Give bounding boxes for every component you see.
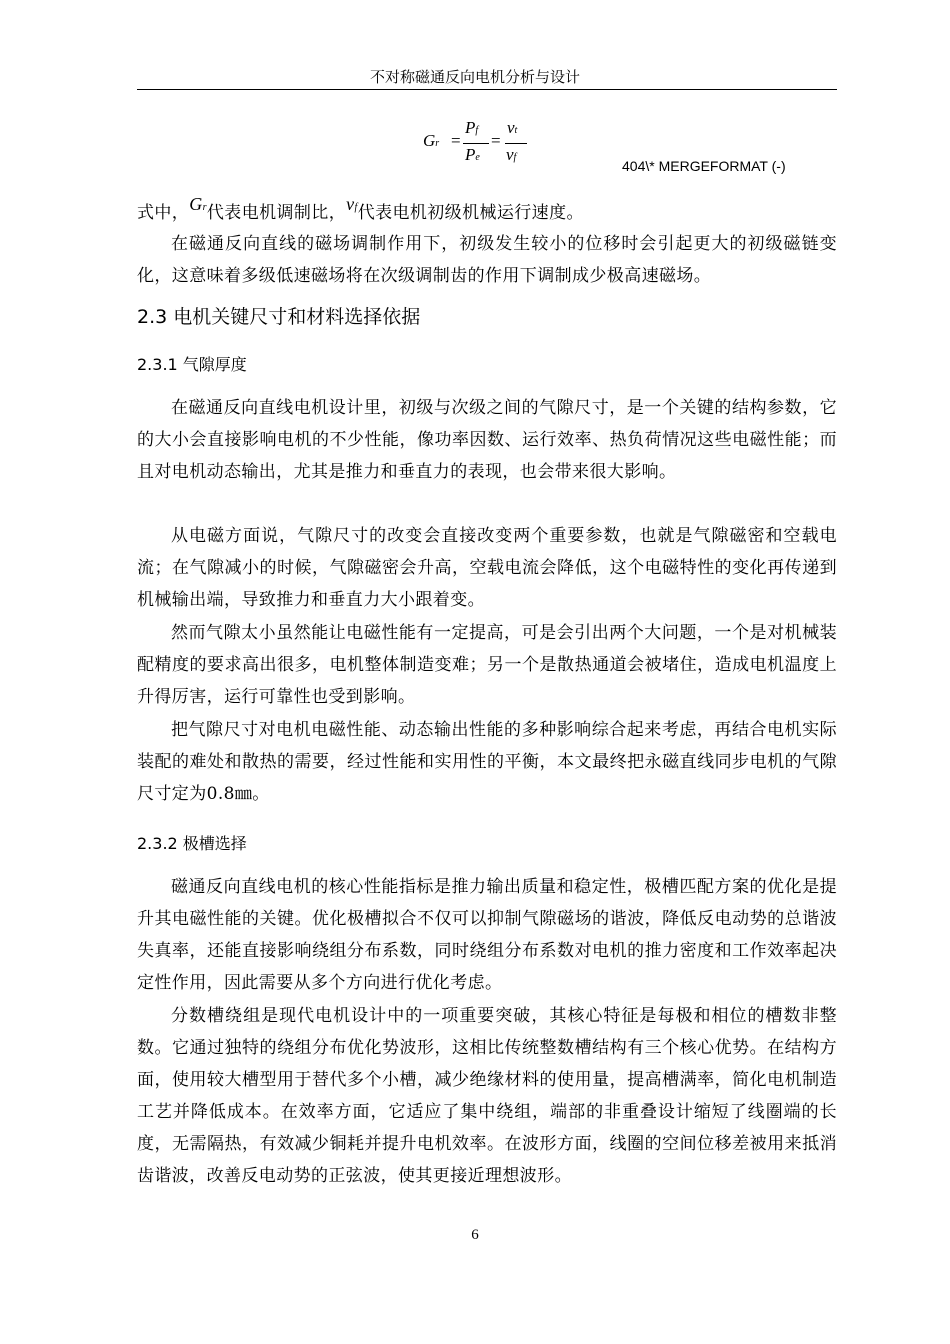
definition-text-2: 代表电机初级机械运行速度。 [357, 203, 584, 223]
equation-numerator-2: vt [507, 118, 518, 137]
paragraph-pole-slot-2: 分数槽绕组是现代电机设计中的一项重要突破，其核心特征是每极和相位的槽数非整数。它通过独特的绕组分布优化势波形，这相比传统整数槽结构有三个核心优势。在结构方面，使用较大槽型用于替代多个小槽，减少绝缘材料的使用量，提高槽满率，简化电机制造工艺并降低成本。在效率方面，它适应了集中绕组，端部的非重叠设计缩短了线圈端的长度，无需隔热，有效减少铜耗并提升电机效率。在波形方面，线圈的空间位移差被用来抵消齿谐波，改善反电动势的正弦波，使其更接近理想波形。 [137, 1006, 837, 1186]
paragraph-airgap-3: 然而气隙太小虽然能让电磁性能有一定提高，可是会引出两个大问题，一个是对机械装配精度的要求高出很多，电机整体制造变难；另一个是散热通道会被堵住，造成电机温度上升得厉害，运行可靠性也受到影响。 [137, 623, 837, 707]
equation-lhs: Gr [423, 131, 440, 150]
equation-denominator-1: Pe [465, 145, 480, 164]
section-heading: 2.3 电机关键尺寸和材料选择依据 [137, 306, 421, 328]
fraction-bar-1 [463, 143, 489, 144]
equation-numerator-1: Pf [465, 118, 479, 137]
symbol-vf: vf [346, 194, 358, 214]
symbol-gr: Gr [189, 194, 207, 214]
equation-number: 404\* MERGEFORMAT (-) [622, 158, 786, 174]
definition-prefix: 式中， [137, 203, 190, 223]
equation-equals-2: = [491, 131, 501, 150]
definition-text-1: 代表电机调制比， [206, 203, 347, 223]
paragraph-airgap-4: 把气隙尺寸对电机电磁性能、动态输出性能的多种影响综合起来考虑，再结合电机实际装配的难处和散热的需要，经过性能和实用性的平衡，本文最终把永磁直线同步电机的气隙尺寸定为0.8㎜。 [137, 720, 837, 804]
paragraph-airgap-2: 从电磁方面说，气隙尺寸的改变会直接改变两个重要参数，也就是气隙磁密和空载电流；在气隙减小的时候，气隙磁密会升高，空载电流会降低，这个电磁特性的变化再传递到机械输出端，导致推力和垂直力大小跟着变。 [137, 526, 837, 610]
subsection-heading-1: 2.3.1 气隙厚度 [137, 355, 247, 374]
paragraph-airgap-1: 在磁通反向直线电机设计里，初级与次级之间的气隙尺寸，是一个关键的结构参数，它的大小会直接影响电机的不少性能，像功率因数、运行效率、热负荷情况这些电磁性能；而且对电机动态输出，尤其是推力和垂直力的表现，也会带来很大影响。 [137, 398, 837, 482]
fraction-bar-2 [505, 143, 527, 144]
definition-line [137, 196, 837, 232]
paragraph-pole-slot-1: 磁通反向直线电机的核心性能指标是推力输出质量和稳定性，极槽匹配方案的优化是提升其电磁性能的关键。优化极槽拟合不仅可以抑制气隙磁场的谐波，降低反电动势的总谐波失真率，还能直接影响绕组分布系数，同时绕组分布系数对电机的推力密度和工作效率起决定性作用，因此需要从多个方向进行优化考虑。 [137, 877, 837, 993]
page-number: 6 [471, 1227, 479, 1243]
intro-paragraph: 在磁通反向直线的磁场调制作用下，初级发生较小的位移时会引起更大的初级磁链变化，这意味着多级低速磁场将在次级调制齿的作用下调制成少极高速磁场。 [137, 234, 837, 286]
equation-equals-1: = [451, 131, 461, 150]
equation-denominator-2: vf [506, 145, 517, 164]
equation [0, 0, 950, 180]
subsection-heading-2: 2.3.2 极槽选择 [137, 834, 247, 853]
page-header: 不对称磁通反向电机分析与设计 [369, 68, 580, 86]
